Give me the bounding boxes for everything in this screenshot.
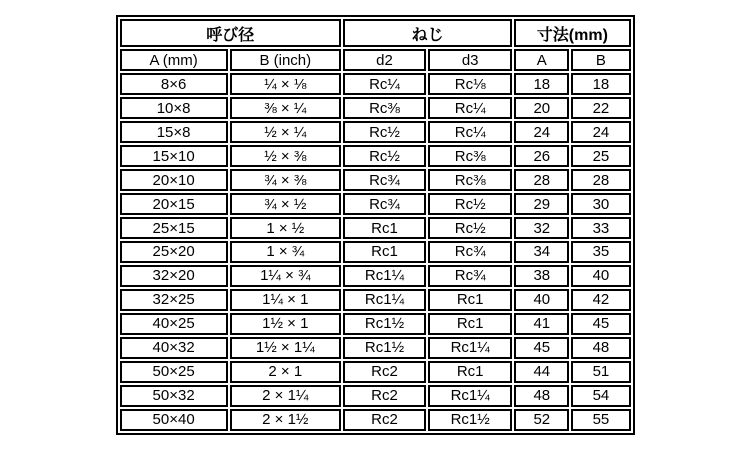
- cell-dim-b: 54: [571, 385, 630, 407]
- cell-b-inch: 1¼ × 1: [230, 289, 341, 311]
- cell-d2: Rc1: [343, 241, 426, 263]
- cell-d3: Rc½: [428, 193, 512, 215]
- table-row: [120, 241, 631, 263]
- cell-d2: Rc¼: [343, 73, 426, 95]
- cell-a-mm: 40×25: [120, 313, 228, 335]
- table-row: [120, 73, 631, 95]
- cell-d3: Rc¾: [428, 241, 512, 263]
- col-header-a-mm: A (mm): [120, 49, 228, 71]
- cell-b-inch: ¾ × ⅜: [230, 169, 341, 191]
- cell-d3: Rc¼: [428, 121, 512, 143]
- cell-d2: Rc1¼: [343, 289, 426, 311]
- table-row: [120, 385, 631, 407]
- cell-d2: Rc2: [343, 361, 426, 383]
- group-header-thread: ねじ: [343, 19, 512, 47]
- cell-dim-a: 40: [514, 289, 569, 311]
- cell-dim-b: 25: [571, 145, 630, 167]
- cell-d2: Rc2: [343, 409, 426, 431]
- cell-d2: Rc2: [343, 385, 426, 407]
- cell-d3: Rc⅜: [428, 169, 512, 191]
- cell-dim-a: 26: [514, 145, 569, 167]
- cell-dim-b: 51: [571, 361, 630, 383]
- cell-b-inch: 1 × ¾: [230, 241, 341, 263]
- cell-d3: Rc1: [428, 361, 512, 383]
- cell-d3: Rc1: [428, 289, 512, 311]
- cell-dim-a: 20: [514, 97, 569, 119]
- cell-dim-a: 38: [514, 265, 569, 287]
- cell-d3: Rc½: [428, 217, 512, 239]
- cell-dim-b: 28: [571, 169, 630, 191]
- cell-dim-b: 35: [571, 241, 630, 263]
- cell-a-mm: 32×20: [120, 265, 228, 287]
- col-header-dim-b: B: [571, 49, 630, 71]
- cell-dim-a: 24: [514, 121, 569, 143]
- cell-d3: Rc¼: [428, 97, 512, 119]
- cell-dim-a: 32: [514, 217, 569, 239]
- cell-d3: Rc1¼: [428, 385, 512, 407]
- table-row: [120, 145, 631, 167]
- cell-d2: Rc½: [343, 121, 426, 143]
- cell-dim-a: 34: [514, 241, 569, 263]
- group-header-nominal-diameter: 呼び径: [120, 19, 341, 47]
- cell-dim-b: 18: [571, 73, 630, 95]
- col-header-dim-a: A: [514, 49, 569, 71]
- cell-a-mm: 25×15: [120, 217, 228, 239]
- cell-a-mm: 15×8: [120, 121, 228, 143]
- cell-dim-a: 18: [514, 73, 569, 95]
- col-header-d3: d3: [428, 49, 512, 71]
- cell-d2: Rc1½: [343, 337, 426, 359]
- table-row: [120, 97, 631, 119]
- cell-a-mm: 32×25: [120, 289, 228, 311]
- col-header-d2: d2: [343, 49, 426, 71]
- cell-b-inch: 2 × 1: [230, 361, 341, 383]
- cell-dim-b: 55: [571, 409, 630, 431]
- sub-header-row: [120, 49, 631, 71]
- cell-d3: Rc1½: [428, 409, 512, 431]
- cell-b-inch: 2 × 1¼: [230, 385, 341, 407]
- cell-a-mm: 50×40: [120, 409, 228, 431]
- cell-dim-b: 48: [571, 337, 630, 359]
- table-row: [120, 409, 631, 431]
- cell-d2: Rc¾: [343, 193, 426, 215]
- cell-dim-b: 22: [571, 97, 630, 119]
- cell-dim-b: 24: [571, 121, 630, 143]
- cell-dim-b: 45: [571, 313, 630, 335]
- cell-dim-a: 45: [514, 337, 569, 359]
- table-row: [120, 361, 631, 383]
- cell-b-inch: 1¼ × ¾: [230, 265, 341, 287]
- table-row: [120, 217, 631, 239]
- spec-table: [116, 15, 635, 435]
- cell-dim-a: 29: [514, 193, 569, 215]
- cell-b-inch: ¾ × ½: [230, 193, 341, 215]
- cell-d3: Rc⅜: [428, 145, 512, 167]
- table-row: [120, 265, 631, 287]
- cell-a-mm: 8×6: [120, 73, 228, 95]
- group-header-row: [120, 19, 631, 47]
- cell-b-inch: 1½ × 1¼: [230, 337, 341, 359]
- cell-d3: Rc⅛: [428, 73, 512, 95]
- cell-dim-a: 41: [514, 313, 569, 335]
- cell-a-mm: 10×8: [120, 97, 228, 119]
- cell-dim-a: 28: [514, 169, 569, 191]
- cell-a-mm: 20×15: [120, 193, 228, 215]
- cell-b-inch: ⅜ × ¼: [230, 97, 341, 119]
- table-row: [120, 121, 631, 143]
- cell-d3: Rc1: [428, 313, 512, 335]
- table-row: [120, 289, 631, 311]
- cell-a-mm: 40×32: [120, 337, 228, 359]
- table-row: [120, 193, 631, 215]
- cell-dim-b: 33: [571, 217, 630, 239]
- cell-b-inch: 1½ × 1: [230, 313, 341, 335]
- cell-dim-b: 40: [571, 265, 630, 287]
- cell-d3: Rc1¼: [428, 337, 512, 359]
- cell-b-inch: ½ × ¼: [230, 121, 341, 143]
- table-row: [120, 313, 631, 335]
- group-header-dimensions: 寸法(mm): [514, 19, 630, 47]
- cell-d2: Rc¾: [343, 169, 426, 191]
- table-row: [120, 337, 631, 359]
- col-header-b-inch: B (inch): [230, 49, 341, 71]
- cell-d2: Rc½: [343, 145, 426, 167]
- cell-d2: Rc1½: [343, 313, 426, 335]
- cell-dim-a: 48: [514, 385, 569, 407]
- cell-dim-a: 44: [514, 361, 569, 383]
- cell-d2: Rc1¼: [343, 265, 426, 287]
- cell-dim-a: 52: [514, 409, 569, 431]
- cell-dim-b: 42: [571, 289, 630, 311]
- cell-a-mm: 20×10: [120, 169, 228, 191]
- cell-b-inch: 1 × ½: [230, 217, 341, 239]
- cell-a-mm: 50×32: [120, 385, 228, 407]
- cell-dim-b: 30: [571, 193, 630, 215]
- cell-a-mm: 25×20: [120, 241, 228, 263]
- cell-a-mm: 15×10: [120, 145, 228, 167]
- cell-d2: Rc⅜: [343, 97, 426, 119]
- cell-b-inch: ¼ × ⅛: [230, 73, 341, 95]
- cell-d3: Rc¾: [428, 265, 512, 287]
- table-row: [120, 169, 631, 191]
- cell-d2: Rc1: [343, 217, 426, 239]
- cell-b-inch: ½ × ⅜: [230, 145, 341, 167]
- cell-b-inch: 2 × 1½: [230, 409, 341, 431]
- cell-a-mm: 50×25: [120, 361, 228, 383]
